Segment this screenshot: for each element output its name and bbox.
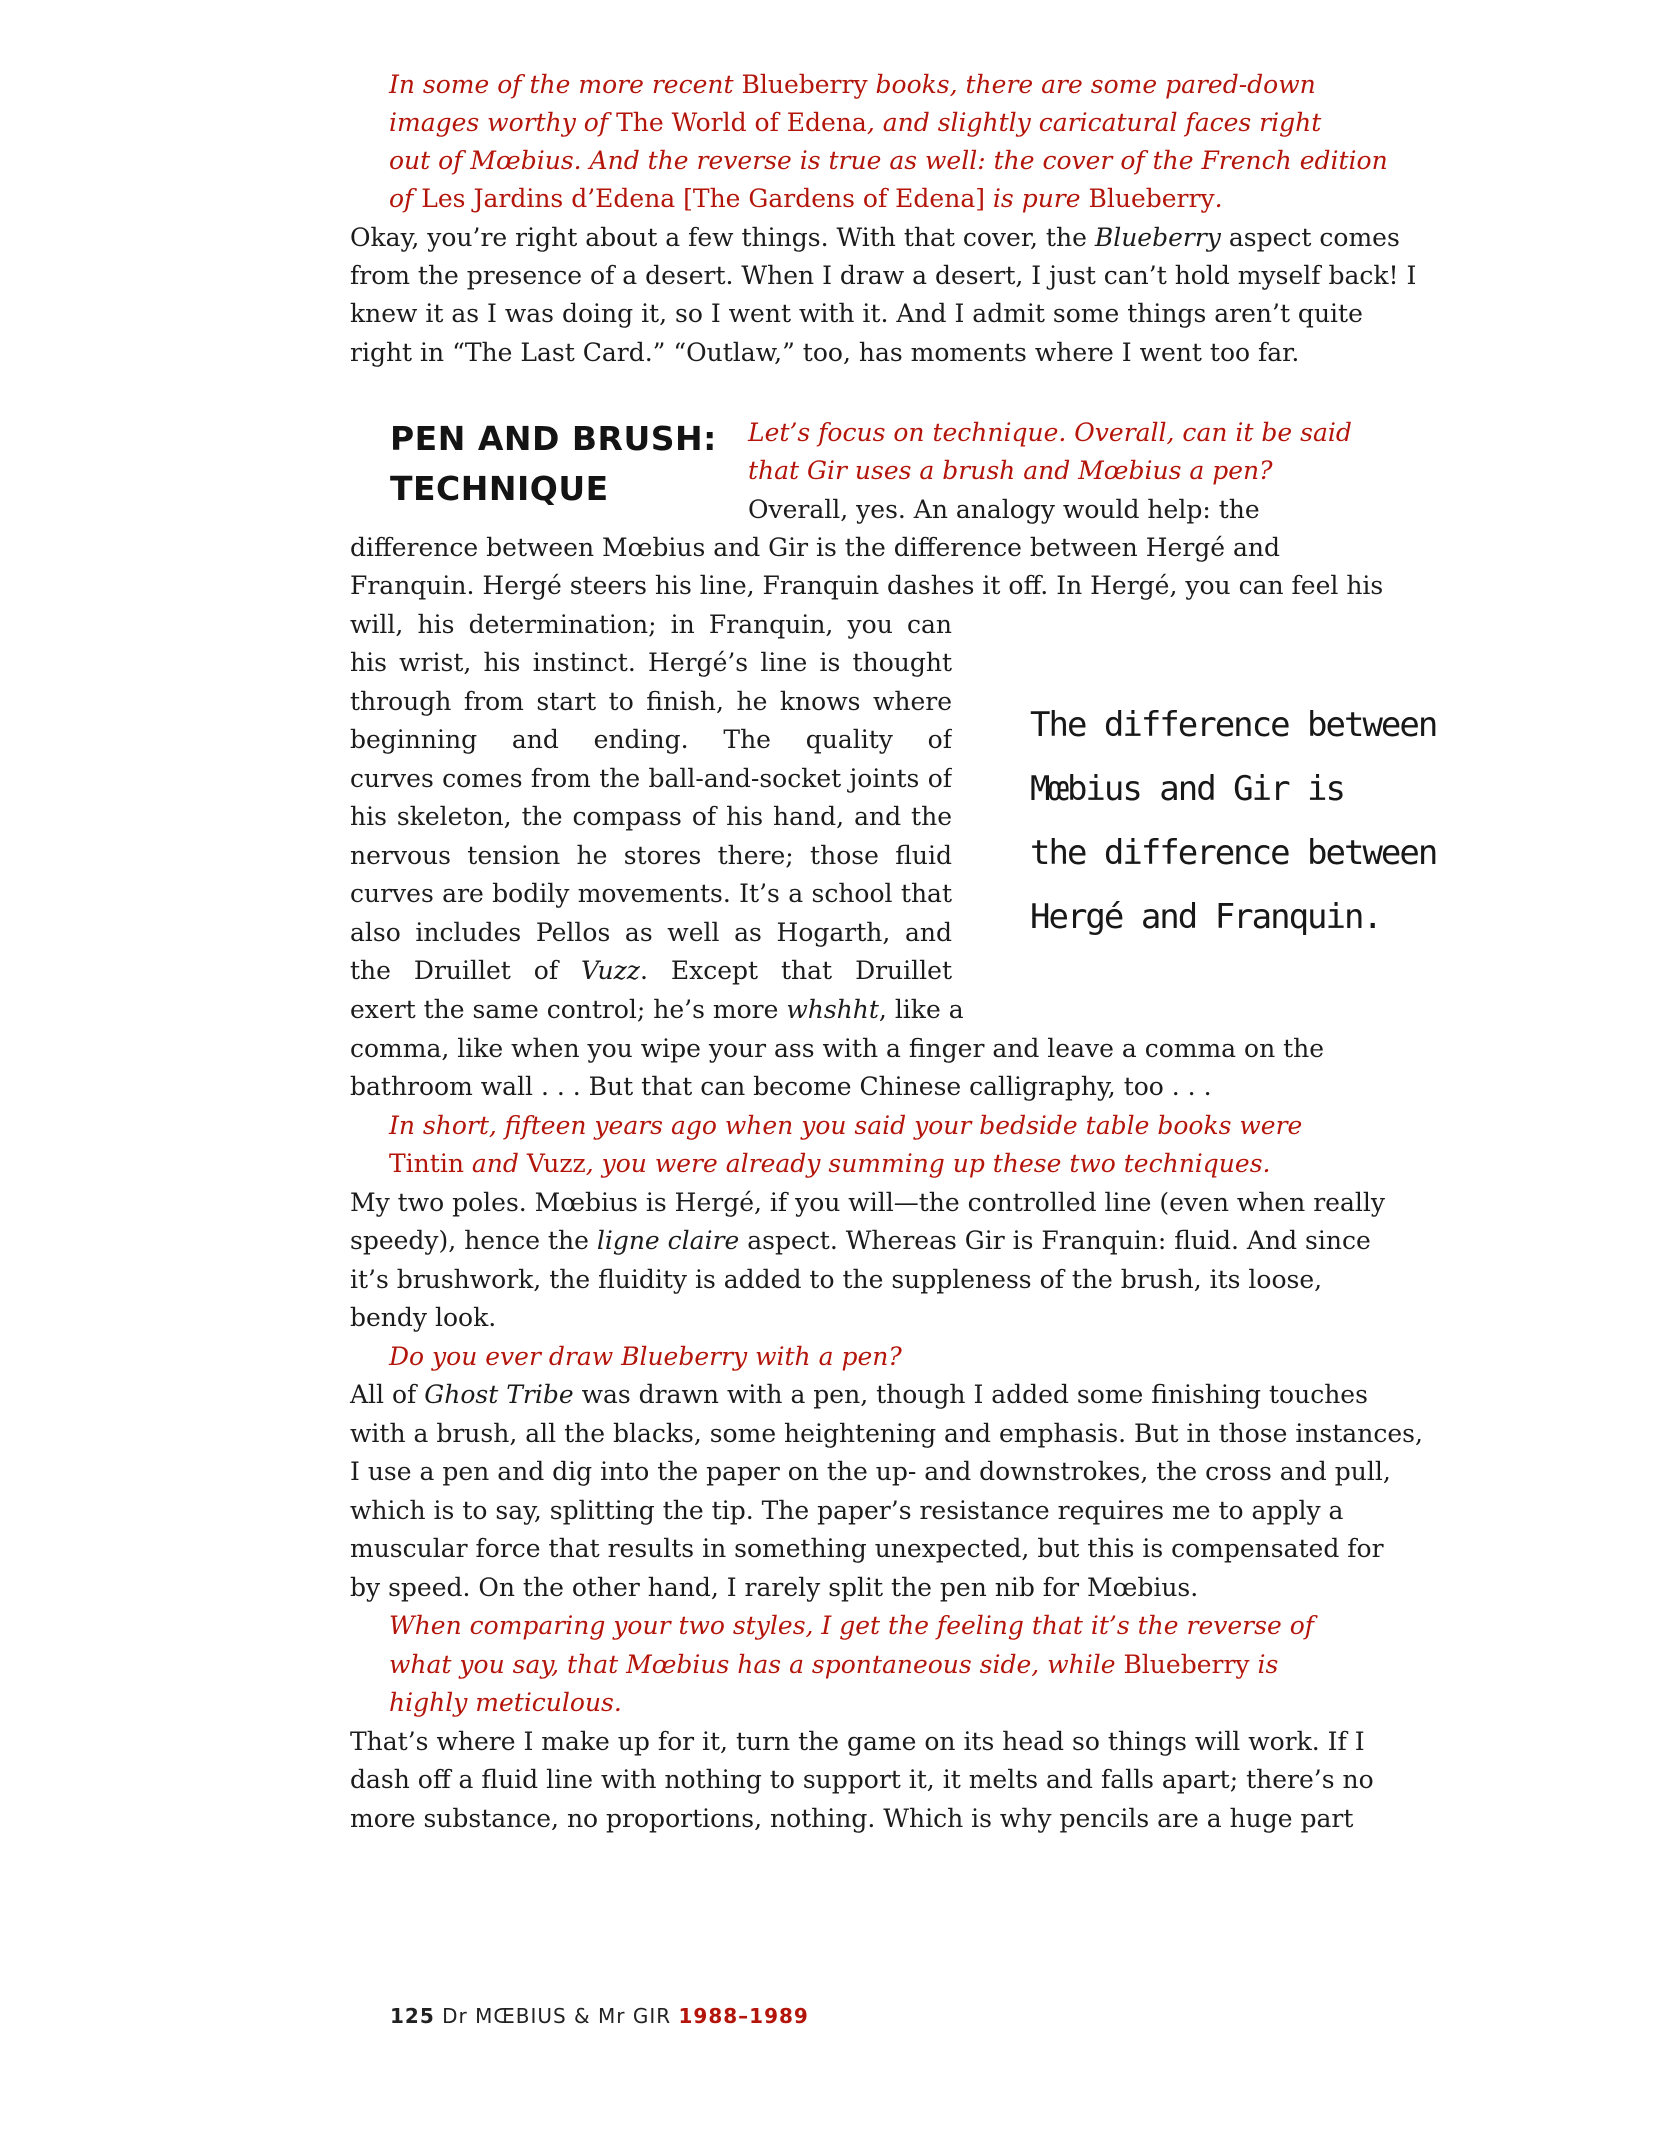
text-span: . [1214,184,1223,213]
text-span: is pure [984,184,1089,213]
section-heading [390,414,717,514]
sound-effect-span: whshht [786,995,879,1024]
answer-line [350,219,1400,257]
heading-line: PEN AND BRUSH: [390,419,717,458]
pull-quote-line: Mœbius and Gir is [1030,769,1344,809]
answer-line: bendy look. [350,1303,497,1332]
text-span: . Except that Druillet [639,956,952,985]
title-span: Les Jardins d’Edena [The Gardens of Edena] [421,184,985,213]
question-line: Do you ever draw Blueberry with a pen? [389,1342,902,1371]
question-line: that Gir uses a brush and Mœbius a pen? [748,456,1273,485]
answer-line: more substance, no proportions, nothing. Which is why pencils are a huge part [350,1804,1354,1833]
answer-line: That’s where I make up for it, turn the game on its head so things will work. If I [350,1727,1365,1756]
question-line: highly meticulous. [389,1688,622,1717]
question-line [389,104,1321,142]
text-span: images worthy of [389,108,617,137]
text-span: speedy), hence the [350,1226,597,1255]
text-span: In some of the more recent [389,70,742,99]
title-span: Blueberry [1094,223,1221,252]
text-span: what you say, that Mœbius has a spontaneous side, while [389,1650,1124,1679]
text-span: of [389,184,422,213]
question-line [389,180,1223,218]
title-span: Blueberry [1123,1650,1250,1679]
page-number: 125 [390,2004,435,2028]
answer-line: I use a pen and dig into the paper on the up- and downstrokes, the cross and pull, [350,1457,1391,1486]
text-span: , and slightly caricatural faces right [866,108,1322,137]
title-span: Tintin [389,1149,464,1178]
column-line [350,952,952,990]
text-span: , like a [878,995,964,1024]
question-line: out of Mœbius. And the reverse is true as well: the cover of the French edition [389,146,1388,175]
column-line: also includes Pellos as well as Hogarth, and [350,918,952,947]
text-span: and [463,1149,527,1178]
column-line: curves are bodily movements. It’s a school that [350,879,952,908]
answer-line [350,1376,1368,1414]
title-span: Ghost Tribe [424,1380,574,1409]
question-line: When comparing your two styles, I get the feeling that it’s the reverse of [389,1611,1315,1640]
column-line: his skeleton, the compass of his hand, and the [350,802,952,831]
title-span: Vuzz [581,956,640,985]
heading-line: TECHNIQUE [390,469,609,508]
question-line: In short, fifteen years ago when you said your bedside table books were [389,1111,1303,1140]
text-span: Okay, you’re right about a few things. With that cover, the [350,223,1095,252]
text-span: the Druillet of [350,956,582,985]
question-line [389,1145,1270,1183]
answer-line: Franquin. Hergé steers his line, Franquin dashes it off. In Hergé, you can feel his [350,571,1384,600]
answer-line: bathroom wall . . . But that can become Chinese calligraphy, too . . . [350,1072,1212,1101]
question-line [389,1646,1278,1684]
running-title: Dr MŒBIUS & Mr GIR [442,2004,672,2028]
text-span: was drawn with a pen, though I added some finishing touches [573,1380,1368,1409]
text-span: is [1249,1650,1279,1679]
pull-quote-line: the difference between [1030,833,1437,873]
answer-line: right in “The Last Card.” “Outlaw,” too, has moments where I went too far. [350,338,1300,367]
pull-quote-line: Hergé and Franquin. [1030,897,1381,937]
answer-line: it’s brushwork, the fluidity is added to the suppleness of the brush, its loose, [350,1265,1323,1294]
answer-line: comma, like when you wipe your ass with a finger and leave a comma on the [350,1034,1325,1063]
answer-line: with a brush, all the blacks, some heightening and emphasis. But in those instances, [350,1419,1423,1448]
column-line: curves comes from the ball-and-socket joints of [350,764,952,793]
column-line: through from start to finish, he knows where [350,687,952,716]
answer-line: My two poles. Mœbius is Hergé, if you will—the controlled line (even when really [350,1188,1385,1217]
title-span: Blueberry [1088,184,1215,213]
chapter-years: 1988–1989 [678,2004,809,2028]
answer-line [350,1222,1371,1260]
text-span: All of [350,1380,425,1409]
term-span: ligne claire [596,1226,740,1255]
title-span: Vuzz [526,1149,586,1178]
text-span: books, there are some pared-down [867,70,1316,99]
text-span: exert the same control; he’s more [350,995,787,1024]
column-line: will, his determination; in Franquin, you can [350,610,952,639]
answer-line: difference between Mœbius and Gir is the difference between Hergé and [350,533,1281,562]
column-line: nervous tension he stores there; those fluid [350,841,952,870]
pull-quote-line: The difference between [1030,705,1437,745]
question-line: Let’s focus on technique. Overall, can it be said [748,418,1352,447]
page-footer [390,2004,809,2028]
title-span: The World of Edena [616,108,867,137]
text-span: , you were already summing up these two techniques. [585,1149,1271,1178]
question-line [389,66,1316,104]
answer-line: knew it as I was doing it, so I went with it. And I admit some things aren’t quite [350,299,1363,328]
answer-line: muscular force that results in something unexpected, but this is compensated for [350,1534,1384,1563]
title-span: Blueberry [741,70,868,99]
answer-line: from the presence of a desert. When I draw a desert, I just can’t hold myself back! I [350,261,1417,290]
text-span: aspect. Whereas Gir is Franquin: fluid. And since [739,1226,1371,1255]
answer-line: by speed. On the other hand, I rarely split the pen nib for Mœbius. [350,1573,1199,1602]
answer-line: which is to say, splitting the tip. The paper’s resistance requires me to apply a [350,1496,1344,1525]
pull-quote [1030,693,1450,949]
answer-line: dash off a fluid line with nothing to support it, it melts and falls apart; there’s no [350,1765,1374,1794]
answer-line: Overall, yes. An analogy would help: the [748,495,1260,524]
column-line: beginning and ending. The quality of [350,725,952,754]
column-line: his wrist, his instinct. Hergé’s line is thought [350,648,952,677]
column-line [350,991,964,1029]
text-span: aspect comes [1220,223,1400,252]
